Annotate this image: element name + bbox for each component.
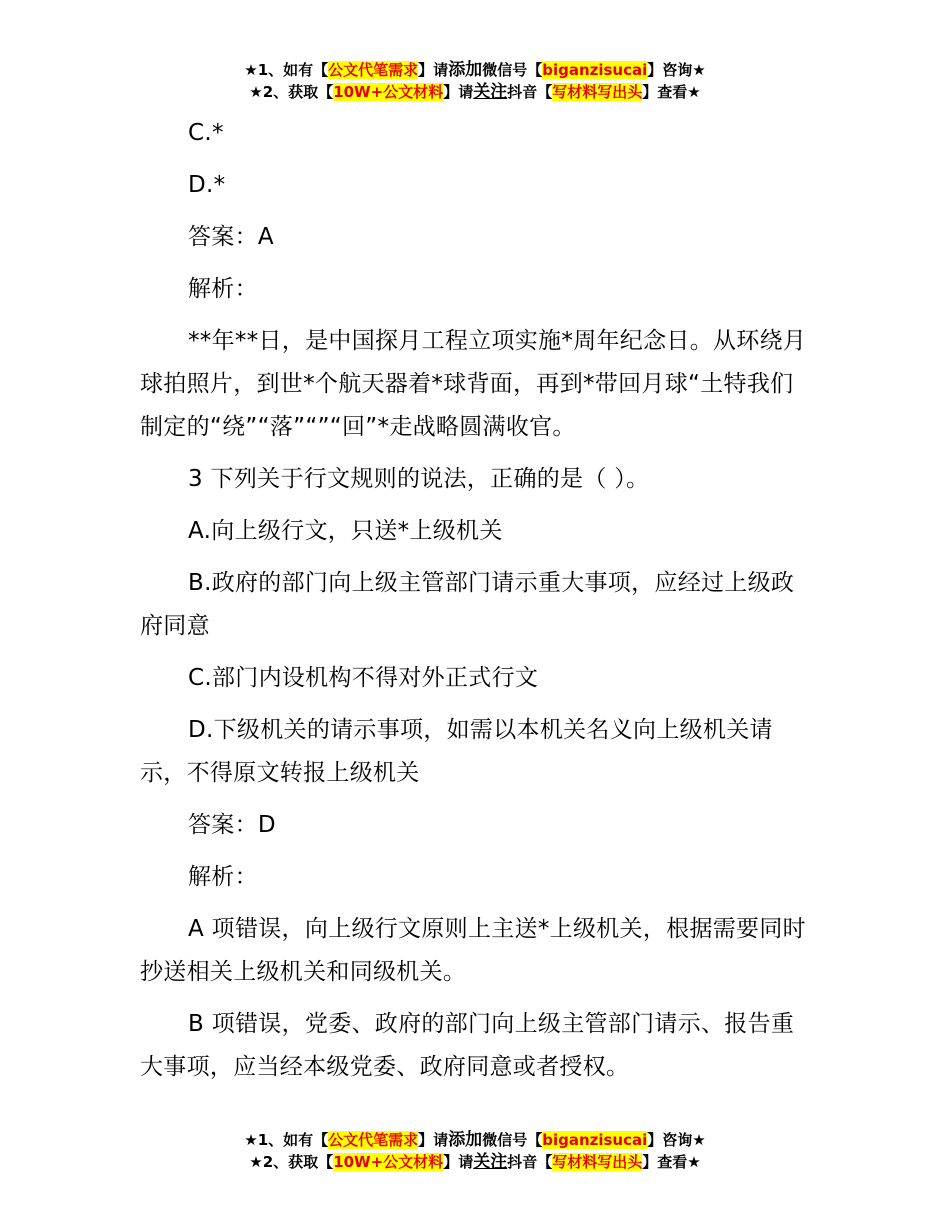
banner-emphasis: 关注 [473,82,508,102]
banner-text: 】请 [443,1153,474,1171]
banner-line-1 [0,1129,950,1151]
option-c: C.* [188,120,224,146]
banner-text: 】咨询★ [647,61,706,79]
option-d: D.* [188,172,226,198]
option-d: D.下级机关的请示事项，如需以本机关名义向上级机关请示，不得原文转报上级机关 [140,717,773,786]
banner-highlight: 10W+公文材料 [333,1153,444,1171]
banner-emphasis: 关注 [473,1152,508,1172]
banner-text: 】请 [418,1131,449,1149]
banner-line-1 [0,59,950,81]
banner-text: 】咨询★ [647,1131,706,1149]
banner-text: ★1、如有【 [244,1131,329,1149]
header-banner [0,59,950,103]
answer: 答案：A [188,224,274,250]
analysis-text: A 项错误，向上级行文原则上主送*上级机关，根据需要同时抄送相关上级机关和同级机关。 [140,916,806,985]
banner-text: 微信号【 [482,61,543,79]
banner-highlight: 写材料写出头 [552,83,643,101]
banner-highlight: biganzisucai [542,1131,648,1149]
option-b: B.政府的部门向上级主管部门请示重大事项，应经过上级政府同意 [140,570,795,639]
option-a: A.向上级行文，只送*上级机关 [188,518,503,544]
banner-highlight: 公文代笔需求 [328,61,419,79]
analysis-label: 解析： [188,276,258,302]
banner-text: 】请 [418,61,449,79]
question: 3 下列关于行文规则的说法，正确的是（ ）。 [188,466,650,492]
answer: 答案：D [188,812,276,838]
banner-text: ★2、获取【 [249,83,334,101]
analysis-text: **年**日，是中国探月工程立项实施*周年纪念日。从环绕月球拍照片，到世*个航天器着*球背面，再到*带回月球“土特我们制定的“绕”“落”“”“回”*走战略圆满收官。 [140,328,807,440]
banner-highlight: 写材料写出头 [552,1153,643,1171]
option-c: C.部门内设机构不得对外正式行文 [188,665,539,691]
banner-emphasis: 添加 [448,60,483,80]
document-body [140,112,812,1098]
banner-emphasis: 添加 [448,1130,483,1150]
banner-text: 】请 [443,83,474,101]
analysis-label: 解析： [188,864,258,890]
banner-text: 】查看★ [642,83,701,101]
analysis-text: B 项错误，党委、政府的部门向上级主管部门请示、报告重大事项，应当经本级党委、政府同意或者授权。 [140,1011,795,1080]
banner-text: 】查看★ [642,1153,701,1171]
banner-text: ★2、获取【 [249,1153,334,1171]
banner-highlight: biganzisucai [542,61,648,79]
footer-banner [0,1129,950,1173]
banner-text: ★1、如有【 [244,61,329,79]
banner-line-2 [0,81,950,103]
banner-text: 抖音【 [507,83,553,101]
banner-highlight: 10W+公文材料 [333,83,444,101]
banner-highlight: 公文代笔需求 [328,1131,419,1149]
banner-text: 微信号【 [482,1131,543,1149]
banner-text: 抖音【 [507,1153,553,1171]
banner-line-2 [0,1151,950,1173]
